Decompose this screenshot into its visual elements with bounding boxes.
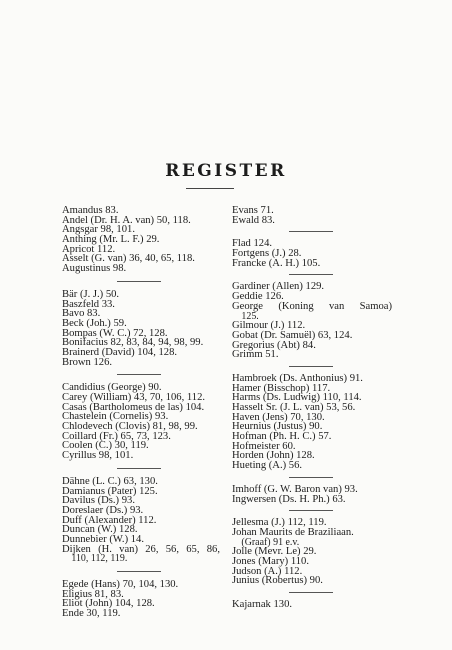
index-entry: Bompas (W. C.) 72, 128.	[62, 327, 168, 339]
index-entry: Egede (Hans) 70, 104, 130.	[62, 579, 179, 590]
index-entry: Hofman (Ph. H. C.) 57.	[232, 431, 332, 443]
index-entry: Baszfeld 33.	[62, 298, 115, 310]
index-entry: Gardiner (Allen) 129.	[232, 281, 325, 293]
index-entry-continuation: 125.	[241, 310, 259, 322]
index-entry: Candidius (George) 90.	[62, 382, 162, 394]
index-entry: Ewald 83.	[232, 214, 275, 226]
index-entry: Brown 126.	[62, 356, 113, 368]
index-entry: Imhoff (G. W. Baron van) 93.	[232, 483, 358, 495]
index-entry: Dunnebier (W.) 14.	[62, 533, 144, 545]
index-entry: Augustinus 98.	[62, 263, 127, 275]
index-entry: Chlodevech (Clovis) 81, 98, 99.	[62, 421, 198, 433]
letter-group	[232, 282, 392, 360]
letter-group	[62, 290, 220, 368]
letter-group-divider	[232, 586, 392, 600]
index-entry: Brainerd (David) 104, 128.	[62, 346, 178, 358]
index-entry: Doreslaer (Ds.) 93.	[62, 504, 144, 516]
letter-group	[62, 477, 220, 564]
letter-group	[232, 206, 392, 225]
letter-group	[62, 580, 220, 619]
letter-group	[62, 206, 220, 274]
page-title: REGISTER	[165, 161, 287, 181]
index-entry: Harms (Ds. Ludwig) 110, 114.	[232, 392, 362, 404]
letter-group	[232, 600, 392, 610]
index-entry: Hamer (Bisschop) 117.	[232, 382, 331, 394]
index-entry: Coillard (Fr.) 65, 73, 123.	[62, 430, 171, 442]
index-entry: Eligius 81, 83.	[62, 588, 124, 600]
letter-group-divider	[62, 461, 220, 477]
index-entry: Apricot 112.	[62, 243, 116, 255]
index-entry: Johan Maurits de Braziliaan.	[232, 526, 354, 538]
index-entry: Dijken (H. van) 26, 56, 65, 86,	[62, 543, 220, 555]
index-entry: Ingwersen (Ds. H. Ph.) 63.	[232, 493, 346, 505]
index-entry: Kajarnak 130.	[232, 599, 293, 610]
index-entry: Ende 30, 119.	[62, 608, 121, 620]
index-entry: Jellesma (J.) 112, 119.	[232, 517, 327, 529]
index-entry: Evans 71.	[232, 205, 274, 216]
index-entry: Eliot (John) 104, 128.	[62, 598, 155, 610]
index-entry: George (Koning van Samoa)	[232, 300, 392, 312]
letter-group-divider	[62, 367, 220, 383]
index-entry: Heurnius (Justus) 90.	[232, 421, 323, 433]
index-entry: Bonifacius 82, 83, 84, 94, 98, 99.	[62, 337, 204, 349]
index-entry: Gilmour (J.) 112.	[232, 320, 306, 332]
index-entry: Damianus (Pater) 125.	[62, 485, 158, 497]
index-entry: Andel (Dr. H. A. van) 50, 118.	[62, 214, 191, 226]
letter-group-divider	[232, 360, 392, 374]
index-entry: Amandus 83.	[62, 205, 119, 216]
letter-group-divider	[232, 471, 392, 485]
index-entry: Dähne (L. C.) 63, 130.	[62, 475, 158, 487]
title-rule	[186, 188, 234, 189]
index-entry: Casas (Bartholomeus de las) 104.	[62, 401, 205, 413]
letter-group-divider	[232, 225, 392, 239]
index-entry: Anthing (Mr. L. F.) 29.	[62, 234, 160, 246]
index-entry: Grimm 51.	[232, 349, 279, 361]
index-entry: Hueting (A.) 56.	[232, 460, 303, 472]
index-entry: Geddie 126.	[232, 291, 284, 303]
index-entry: Judson (A.) 112.	[232, 565, 303, 577]
letter-group-divider	[62, 274, 220, 290]
index-entry: Gregorius (Abt) 84.	[232, 339, 316, 351]
index-entry: Jones (Mary) 110.	[232, 555, 309, 567]
letter-group	[232, 239, 392, 268]
index-entry: Horden (John) 128.	[232, 450, 315, 462]
letter-group	[232, 485, 392, 504]
index-column-left	[62, 206, 220, 619]
index-entry: Jolle (Mevr. Le) 29.	[232, 546, 317, 558]
letter-group-divider	[62, 564, 220, 580]
index-entry: Haven (Jens) 70, 130.	[232, 411, 325, 423]
index-entry: Bavo 83.	[62, 308, 101, 320]
index-entry: Davilus (Ds.) 93.	[62, 495, 135, 507]
index-entry: Carey (William) 43, 70, 106, 112.	[62, 392, 206, 403]
letter-group	[62, 383, 220, 461]
index-entry: Duff (Alexander) 112.	[62, 514, 157, 526]
index-entry: Bär (J. J.) 50.	[62, 288, 120, 300]
index-entry: Beck (Joh.) 59.	[62, 317, 127, 329]
index-entry: Chastelein (Cornelis) 93.	[62, 411, 169, 423]
index-entry: Flad 124.	[232, 238, 273, 250]
index-entry: Angsgar 98, 101.	[62, 224, 135, 236]
index-entry: Hofmeister 60.	[232, 440, 296, 452]
index-entry: Hasselt Sr. (J. L. van) 53, 56.	[232, 402, 356, 413]
index-entry: Cyrillus 98, 101.	[62, 450, 134, 462]
letter-group	[232, 374, 392, 471]
index-entry: Fortgens (J.) 28.	[232, 248, 302, 260]
index-entry: Hambroek (Ds. Anthonius) 91.	[232, 372, 363, 384]
index-entry: Coolen (C.) 30, 119.	[62, 440, 149, 452]
index-entry: Francke (A. H.) 105.	[232, 257, 321, 269]
letter-group	[232, 518, 392, 586]
index-entry-continuation: 110, 112, 119.	[71, 553, 128, 565]
letter-group-divider	[232, 268, 392, 282]
index-entry: Duncan (W.) 128.	[62, 524, 138, 536]
index-entry: Asselt (G. van) 36, 40, 65, 118.	[62, 253, 195, 265]
index-entry: Junius (Robertus) 90.	[232, 575, 323, 587]
index-entry: Gobat (Dr. Samuël) 63, 124.	[232, 329, 353, 341]
letter-group-divider	[232, 504, 392, 518]
index-entry-continuation: (Graaf) 91 e.v.	[241, 536, 300, 548]
index-column-right	[232, 206, 392, 610]
